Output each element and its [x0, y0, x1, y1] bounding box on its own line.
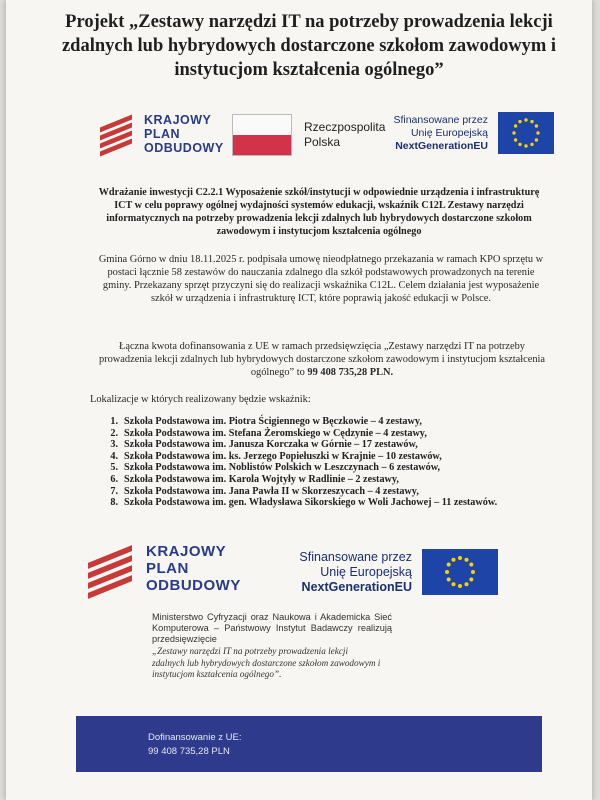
funding-bar-label: Dofinansowanie z UE: — [148, 732, 242, 743]
kpo-mark-icon — [88, 546, 134, 592]
eu-top-line-2: Unię Europejską — [410, 126, 488, 139]
eu-bottom-line-3: NextGenerationEU — [301, 579, 412, 594]
kpo-bottom-line-2: PLAN — [146, 560, 189, 577]
ministry-text: Ministerstwo Cyfryzacji oraz Naukowa i Akademicka Sieć Komputerowa – Państwowy Instytut Badawczy realizują przedsięwzięcie — [152, 612, 392, 644]
kpo-bottom-line-3: ODBUDOWY — [146, 577, 241, 594]
kpo-mark-icon — [100, 115, 134, 153]
list-item: 3. Szkoła Podstawowa im. Janusza Korczaka w Górnie – 17 zestawów, — [110, 439, 418, 451]
list-item: 1. Szkoła Podstawowa im. Piotra Ścigiennego w Bęczkowie – 4 zestawy, — [110, 416, 422, 427]
page-title: Projekt „Zestawy narzędzi IT na potrzeby prowadzenia lekcji zdalnych lub hybrydowych dostarczone szkołom zawodowym i instytucjom kształcenia ogólnego” — [61, 12, 557, 80]
list-item: 2. Szkoła Podstawowa im. Stefana Żeromskiego w Cędzynie – 4 zestawy, — [110, 427, 427, 439]
kpo-line-3: ODBUDOWY — [144, 141, 224, 155]
kpo-bottom-line-1: KRAJOWY — [146, 543, 227, 560]
funding-amount: 99 408 735,28 PLN. — [307, 367, 394, 378]
poland-line-1: Rzeczpospolita — [304, 120, 386, 134]
funding-paragraph — [92, 340, 552, 379]
eu-flag-icon — [422, 549, 498, 595]
schools-list — [90, 416, 570, 509]
funding-bar-amount: 99 408 735,28 PLN — [148, 746, 230, 757]
investment-heading: Wdrażanie inwestycji C2.2.1 Wyposażenie szkół/instytucji w odpowiednie urządzenia i infrastrukturę ICT w celu poprawy ogólnej wydajności systemów edukacji, wskaźnik C12L Zestawy narzędzi informatycznych na potrzeby prowadzenia lekcji zdalnych lub hybrydowych dostarczone szkołom zawodowym i instytucjom kształcenia ogólnego — [98, 187, 540, 237]
poland-line-2: Polska — [304, 135, 341, 149]
eu-bottom-line-1: Sfinansowane przez — [299, 549, 412, 564]
eu-top-line-3: NextGenerationEU — [395, 139, 488, 152]
locations-intro: Lokalizacje w których realizowany będzie wskaźnik: — [90, 394, 311, 405]
kpo-logo-top — [100, 113, 224, 155]
funding-paragraph-text: Łączna kwota dofinansowania z UE w ramach przedsięwzięcia „Zestawy narzędzi IT na potrzeby prowadzenia lekcji zdalnych lub hybrydowych dostarczone szkołom zawodowym i instytucjom kształcenia ogólnego” to — [98, 341, 546, 378]
list-item: 7. Szkoła Podstawowa im. Jana Pawła II w Skorzeszycach – 4 zestawy, — [110, 485, 419, 497]
kpo-logo-bottom — [88, 543, 241, 594]
notice-page — [6, 0, 592, 800]
eu-bottom-line-2: Unię Europejską — [320, 564, 412, 579]
eu-logo-bottom — [286, 549, 498, 595]
eu-top-line-1: Sfinansowane przez — [393, 113, 488, 126]
eu-flag-icon — [498, 112, 554, 154]
eu-logo-top — [384, 112, 554, 154]
list-item: 5. Szkoła Podstawowa im. Noblistów Polskich w Leszczynach – 6 zestawów, — [110, 462, 441, 474]
list-item: 8. Szkoła Podstawowa im. gen. Władysława Sikorskiego w Woli Jachowej – 11 zestawów. — [110, 497, 498, 509]
list-item: 6. Szkoła Podstawowa im. Karola Wojtyły w Radlinie – 2 zestawy, — [110, 473, 399, 485]
list-item: 4. Szkoła Podstawowa im. ks. Jerzego Popiełuszki w Krajnie – 10 zestawów, — [110, 450, 442, 462]
kpo-line-1: KRAJOWY — [144, 113, 212, 127]
project-name-italic: „Zestawy narzędzi IT na potrzeby prowadzenia lekcji zdalnych lub hybrydowych dostarczone szkołom zawodowym i instytucjom kształcenia ogólnego”. — [152, 646, 381, 679]
agreement-paragraph: Gmina Górno w dniu 18.11.2025 r. podpisała umowę nieodpłatnego przekazania w ramach KPO sprzętu w postaci łącznie 58 zestawów do nauczania zdalnego dla szkół podstawowych prowadzonych na terenie gminy. Przekazany sprzęt przyczyni się do realizacji wskaźnika C12L. Celem działania jest wyposażenie szkół w urządzenia i infrastrukturę ICT, które poprawią jakość edukacji w Polsce. — [98, 254, 544, 304]
poland-logo — [232, 114, 385, 156]
funding-bar — [76, 716, 542, 772]
kpo-line-2: PLAN — [144, 127, 181, 141]
poland-flag-icon — [232, 114, 292, 156]
